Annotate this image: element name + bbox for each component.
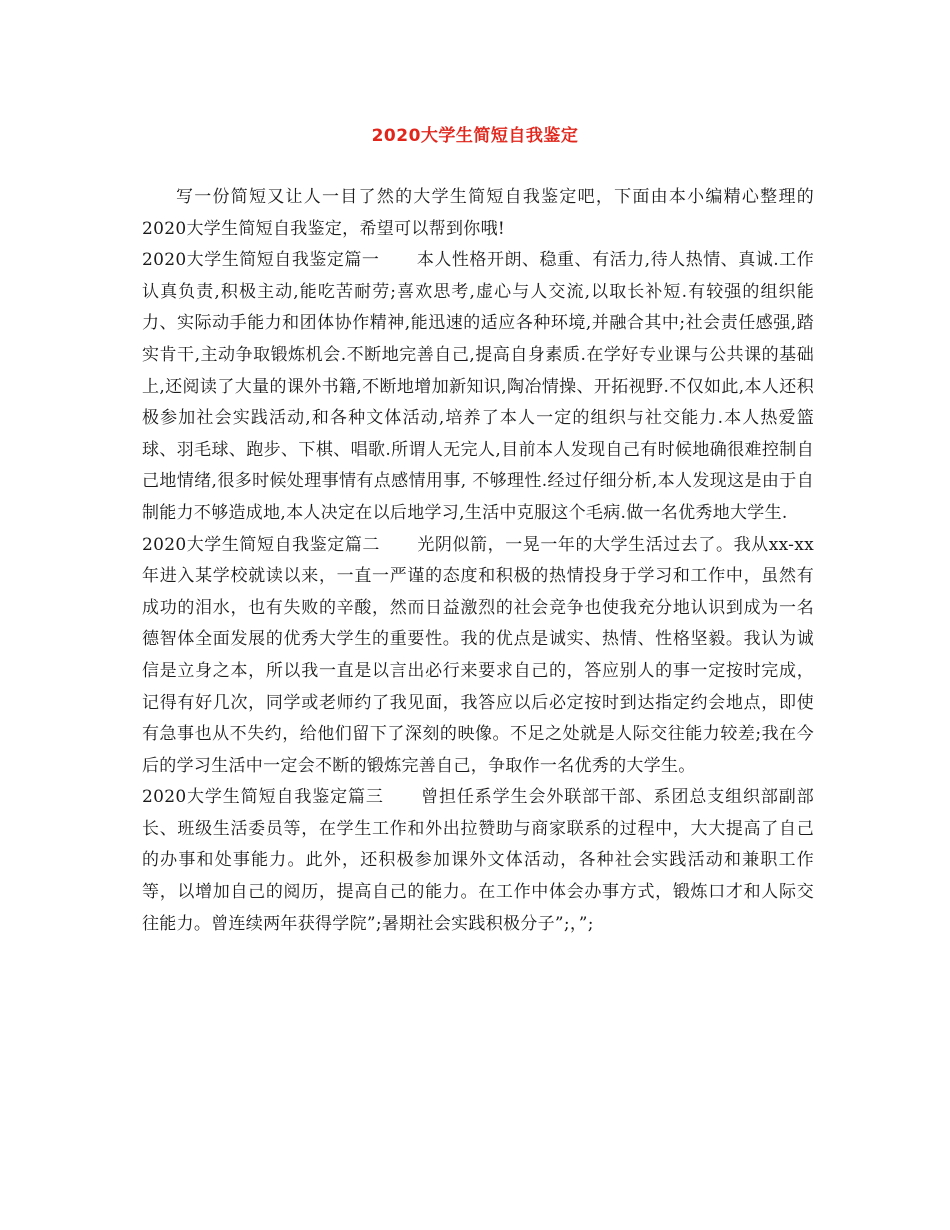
- section-paragraph-1: [142, 245, 814, 529]
- section-text-2: 光阴似箭，一晃一年的大学生活过去了。我从xx-xx年进入某学校就读以来，一直一严谨的态度和积极的热情投身于学习和工作中，虽然有成功的泪水，也有失败的辛酸，然而日益激烈的社会竞争也使我充分地认识到成为一名德智体全面发展的优秀大学生的重要性。我的优点是诚实、热情、性格坚毅。我认为诚信是立身之本，所以我一直是以言出必行来要求自己的，答应别人的事一定按时完成，记得有好几次，同学或老师约了我见面，我答应以后必定按时到达指定约会地点，即使有急事也从不失约，给他们留下了深刻的映像。不足之处就是人际交往能力较差;我在今后的学习生活中一定会不断的锻炼完善自己，争取作一名优秀的大学生。: [142, 534, 814, 776]
- section-text-3: 曾担任系学生会外联部干部、系团总支组织部副部长、班级生活委员等，在学生工作和外出拉赞助与商家联系的过程中，大大提高了自己的办事和处事能力。此外，还积极参加课外文体活动，各种社会实践活动和兼职工作等，以增加自己的阅历，提高自己的能力。在工作中体会办事方式，锻炼口才和人际交往能力。曾连续两年获得学院”;暑期社会实践积极分子”;，”;: [142, 787, 814, 934]
- document-body: [142, 182, 814, 940]
- section-heading-3: 2020大学生简短自我鉴定篇三: [142, 787, 384, 808]
- section-text-1: 本人性格开朗、稳重、有活力,待人热情、真诚.工作认真负责,积极主动,能吃苦耐劳;喜欢思考,虚心与人交流,以取长补短.有较强的组织能力、实际动手能力和团体协作精神,能迅速的适应各种环境,并融合其中;社会责任感强,踏实肯干,主动争取锻炼机会.不断地完善自己,提高自身素质.在学好专业课与公共课的基础上,还阅读了大量的课外书籍,不断地增加新知识,陶冶情操、开拓视野.不仅如此,本人还积极参加社会实践活动,和各种文体活动,培养了本人一定的组织与社交能力.本人热爱篮球、羽毛球、跑步、下棋、唱歌.所谓人无完人,目前本人发现自己有时候地确很难控制自己地情绪,很多时候处理事情有点感情用事, 不够理性.经过仔细分析,本人发现这是由于自制能力不够造成地,本人决定在以后地学习,生活中克服这个毛病.做一名优秀地大学生.: [142, 250, 814, 523]
- section-heading-2: 2020大学生简短自我鉴定篇二: [142, 534, 380, 555]
- intro-paragraph: 写一份简短又让人一目了然的大学生简短自我鉴定吧，下面由本小编精心整理的2020大学生简短自我鉴定，希望可以帮到你哦!: [142, 187, 814, 239]
- document-title: 2020大学生简短自我鉴定: [371, 126, 579, 146]
- section-paragraph-2: [142, 530, 814, 783]
- section-heading-1: 2020大学生简短自我鉴定篇一: [142, 250, 380, 271]
- section-paragraph-3: [142, 782, 814, 940]
